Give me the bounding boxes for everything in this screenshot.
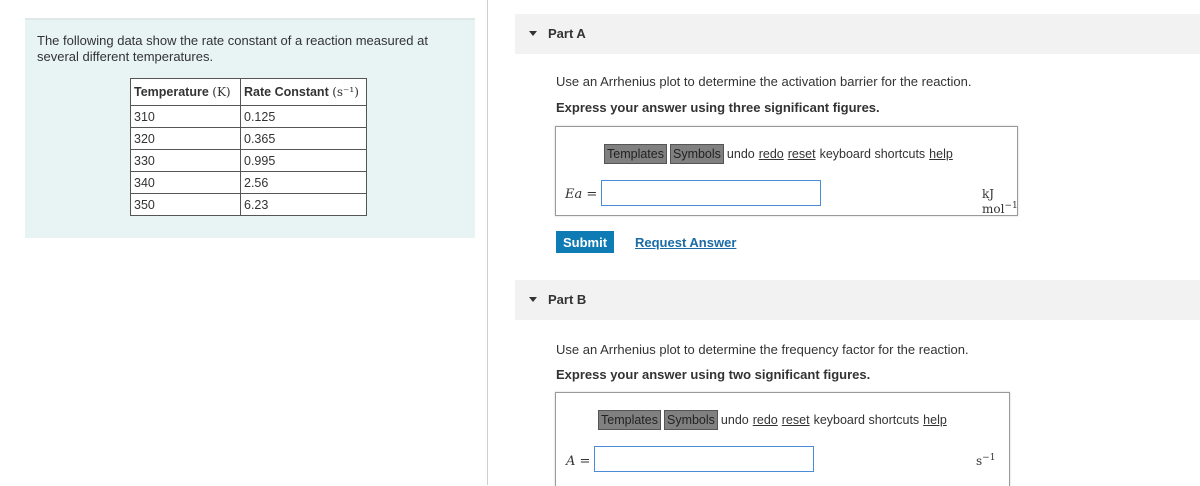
table-header-row: [131, 79, 367, 106]
table-row: [131, 194, 367, 216]
part-a-header[interactable]: [515, 14, 1200, 54]
header-temperature: [131, 79, 241, 106]
caret-down-icon[interactable]: [529, 297, 537, 302]
part-a-instruction: Express your answer using three significant figures.: [556, 100, 880, 115]
part-a-title: Part A: [548, 26, 586, 41]
part-b-instruction: Express your answer using two significant figures.: [556, 367, 871, 382]
a-answer-input[interactable]: [594, 446, 814, 472]
table-row: [131, 150, 367, 172]
part-b-variable: A: [566, 454, 576, 469]
table-row: [131, 128, 367, 150]
data-table: [130, 78, 367, 216]
help-button[interactable]: help: [923, 413, 947, 427]
part-a-unit-exp: −1: [1004, 201, 1018, 211]
table-cell: 2.56: [241, 172, 367, 194]
part-a-unit-text: kJ mol: [982, 187, 1005, 216]
panel-divider: [487, 0, 488, 485]
part-b-answer-box: [555, 392, 1010, 486]
table-cell: 0.125: [241, 106, 367, 128]
part-b-header[interactable]: [515, 280, 1200, 320]
table-cell: 330: [131, 150, 241, 172]
part-a-question: Use an Arrhenius plot to determine the activation barrier for the reaction.: [556, 74, 972, 89]
table-row: [131, 106, 367, 128]
part-a-variable: Ea: [565, 187, 583, 202]
part-b-variable-label: [566, 454, 590, 469]
symbols-button[interactable]: Symbols: [664, 410, 718, 430]
symbols-button[interactable]: Symbols: [670, 144, 724, 164]
reset-button[interactable]: reset: [781, 413, 810, 427]
request-answer-link[interactable]: Request Answer: [635, 235, 737, 250]
help-button[interactable]: help: [929, 147, 953, 161]
problem-panel: [25, 18, 475, 238]
part-a-answer-box: [555, 126, 1018, 216]
table-cell: 350: [131, 194, 241, 216]
table-cell: 6.23: [241, 194, 367, 216]
table-cell: 340: [131, 172, 241, 194]
header-rate-constant: [241, 79, 367, 106]
table-cell: 0.995: [241, 150, 367, 172]
caret-down-icon[interactable]: [529, 31, 537, 36]
table-cell: 310: [131, 106, 241, 128]
undo-button[interactable]: undo: [726, 147, 755, 161]
header-temperature-label: Temperature: [134, 85, 209, 99]
submit-button[interactable]: Submit: [556, 231, 614, 253]
part-b-title: Part B: [548, 292, 587, 307]
templates-button[interactable]: Templates: [604, 144, 667, 164]
keyboard-shortcuts-button[interactable]: keyboard shortcuts: [819, 147, 926, 161]
table-row: [131, 172, 367, 194]
part-a-toolbar: [604, 143, 957, 165]
keyboard-shortcuts-button[interactable]: keyboard shortcuts: [813, 413, 920, 427]
part-b-unit: [976, 453, 995, 468]
reset-button[interactable]: reset: [787, 147, 816, 161]
redo-button[interactable]: redo: [752, 413, 778, 427]
part-b-toolbar: [598, 409, 951, 431]
header-rate-constant-unit: (s⁻¹): [332, 85, 359, 99]
part-b-equals: =: [579, 454, 591, 469]
part-a-equals: =: [586, 187, 598, 202]
table-cell: 0.365: [241, 128, 367, 150]
ea-answer-input[interactable]: [601, 180, 821, 206]
part-a-unit: [982, 187, 1018, 216]
part-b-unit-text: s: [976, 454, 983, 468]
templates-button[interactable]: Templates: [598, 410, 661, 430]
table-cell: 320: [131, 128, 241, 150]
header-rate-constant-label: Rate Constant: [244, 85, 329, 99]
part-a-variable-label: [565, 187, 597, 202]
part-b-unit-exp: −1: [982, 453, 996, 463]
undo-button[interactable]: undo: [720, 413, 749, 427]
part-b-question: Use an Arrhenius plot to determine the frequency factor for the reaction.: [556, 342, 969, 357]
problem-intro: The following data show the rate constant of a reaction measured at several different temperatures.: [37, 33, 428, 64]
header-temperature-unit: (K): [212, 85, 231, 99]
redo-button[interactable]: redo: [758, 147, 784, 161]
